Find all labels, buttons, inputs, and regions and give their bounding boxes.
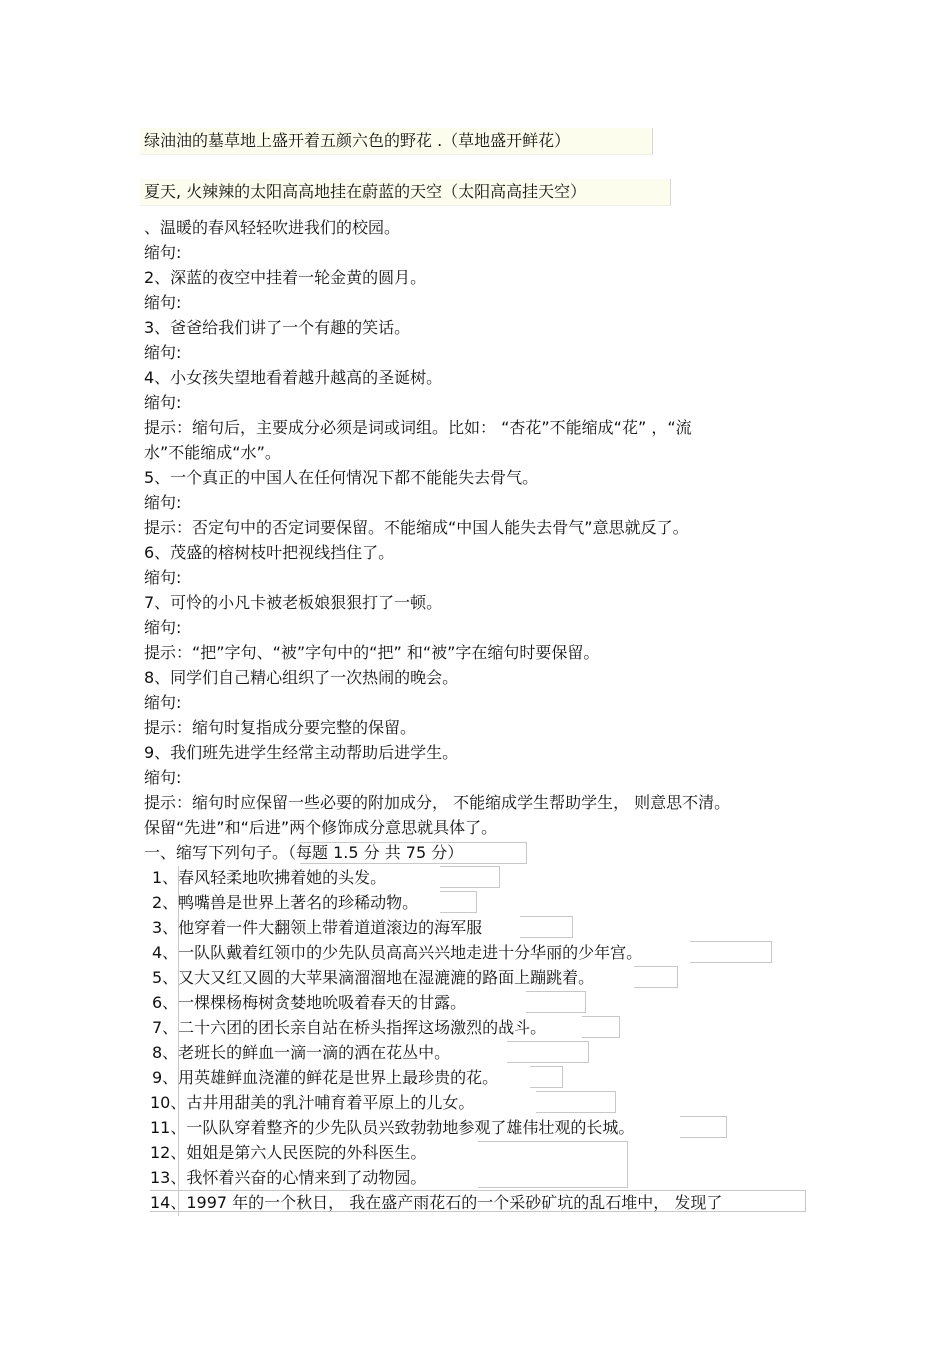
answer-label: 缩句: (144, 618, 182, 637)
answer-box-9 (530, 1066, 563, 1088)
answer-box-1 (440, 866, 500, 888)
item-12: 12、姐姐是第六人民医院的外科医生。 (150, 1143, 427, 1162)
answer-label: 缩句: (144, 693, 182, 712)
section-title: 一、缩写下列句子。（每题 1.5 分 共 75 分） (144, 843, 464, 862)
hint-text: 提示：缩句时复指成分要完整的保留。 (144, 718, 417, 737)
hint-text: 提示：“把”字句、“被”字句中的“把” 和“被”字在缩句时要保留。 (144, 643, 600, 662)
exercise-6-sentence: 6、茂盛的榕树枝叶把视线挡住了。 (144, 543, 395, 562)
hint-text-continued: 保留“先进”和“后进”两个修饰成分意思就具体了。 (144, 818, 498, 837)
item-4: 4、一队队戴着红领巾的少先队员高高兴兴地走进十分华丽的少年宫。 (152, 943, 643, 962)
exercise-3-sentence: 3、爸爸给我们讲了一个有趣的笑话。 (144, 318, 411, 337)
answer-box-8 (507, 1041, 589, 1063)
exercise-9-sentence: 9、我们班先进学生经常主动帮助后进学生。 (144, 743, 459, 762)
highlight-sentence-1: 绿油油的墓草地上盛开着五颜六色的野花 .（草地盛开鲜花） (140, 128, 653, 155)
answer-label: 缩句: (144, 293, 182, 312)
answer-box-5 (634, 966, 678, 988)
answer-box-11 (680, 1116, 727, 1138)
item-13: 13、我怀着兴奋的心情来到了动物园。 (150, 1168, 427, 1187)
item-9: 9、用英雄鲜血浇灌的鲜花是世界上最珍贵的花。 (152, 1068, 499, 1087)
answer-label: 缩句: (144, 393, 182, 412)
answer-label: 缩句: (144, 493, 182, 512)
exercise-4-sentence: 4、小女孩失望地看着越升越高的圣诞树。 (144, 368, 443, 387)
exercise-2-sentence: 2、深蓝的夜空中挂着一轮金黄的圆月。 (144, 268, 427, 287)
item-3: 3、他穿着一件大翻领上带着道道滚边的海军服 (152, 918, 483, 937)
answer-box-7 (582, 1016, 620, 1038)
answer-label: 缩句: (144, 243, 182, 262)
item-7: 7、二十六团的团长亲自站在桥头指挥这场激烈的战斗。 (152, 1018, 547, 1037)
item-14: 14、1997 年的一个秋日， 我在盛产雨花石的一个采砂矿坑的乱石堆中， 发现了 (150, 1193, 723, 1212)
hint-text: 提示：否定句中的否定词要保留。不能缩成“中国人能失去骨气”意思就反了。 (144, 518, 689, 537)
answer-box-3 (520, 916, 573, 938)
exercise-8-sentence: 8、同学们自己精心组织了一次热闹的晚会。 (144, 668, 459, 687)
item-1: 1、春风轻柔地吹拂着她的头发。 (152, 868, 387, 887)
hint-text-continued: 水”不能缩成“水”。 (144, 443, 281, 462)
exercise-5-sentence: 5、一个真正的中国人在任何情况下都不能能失去骨气。 (144, 468, 539, 487)
item-8: 8、老班长的鲜血一滴一滴的洒在花丛中。 (152, 1043, 451, 1062)
answer-box-10 (536, 1091, 616, 1113)
exercise-1-sentence: 、温暖的春风轻轻吹进我们的校园。 (144, 218, 401, 237)
answer-label: 缩句: (144, 768, 182, 787)
hint-text: 提示：缩句时应保留一些必要的附加成分， 不能缩成学生帮助学生， 则意思不清。 (144, 793, 731, 812)
answer-box-6 (526, 991, 586, 1013)
answer-box-4 (690, 941, 772, 963)
item-11: 11、一队队穿着整齐的少先队员兴致勃勃地参观了雄伟壮观的长城。 (150, 1118, 635, 1137)
answer-box-12-13 (478, 1141, 628, 1188)
highlight-sentence-2: 夏天, 火辣辣的太阳高高地挂在蔚蓝的天空（太阳高高挂天空） (140, 179, 671, 206)
item-5: 5、又大又红又圆的大苹果滴溜溜地在湿漉漉的路面上蹦跳着。 (152, 968, 595, 987)
answer-box-2 (440, 891, 477, 913)
item-10: 10、古井用甜美的乳汁哺育着平原上的儿女。 (150, 1093, 475, 1112)
item-2: 2、鸭嘴兽是世界上著名的珍稀动物。 (152, 893, 419, 912)
answer-label: 缩句: (144, 568, 182, 587)
answer-label: 缩句: (144, 343, 182, 362)
exercise-7-sentence: 7、可怜的小凡卡被老板娘狠狠打了一顿。 (144, 593, 443, 612)
hint-text: 提示：缩句后，主要成分必须是词或词组。比如： “杏花”不能缩成“花” ，“流 (144, 418, 692, 437)
item-6: 6、一棵棵杨梅树贪婪地吮吸着春天的甘露。 (152, 993, 467, 1012)
